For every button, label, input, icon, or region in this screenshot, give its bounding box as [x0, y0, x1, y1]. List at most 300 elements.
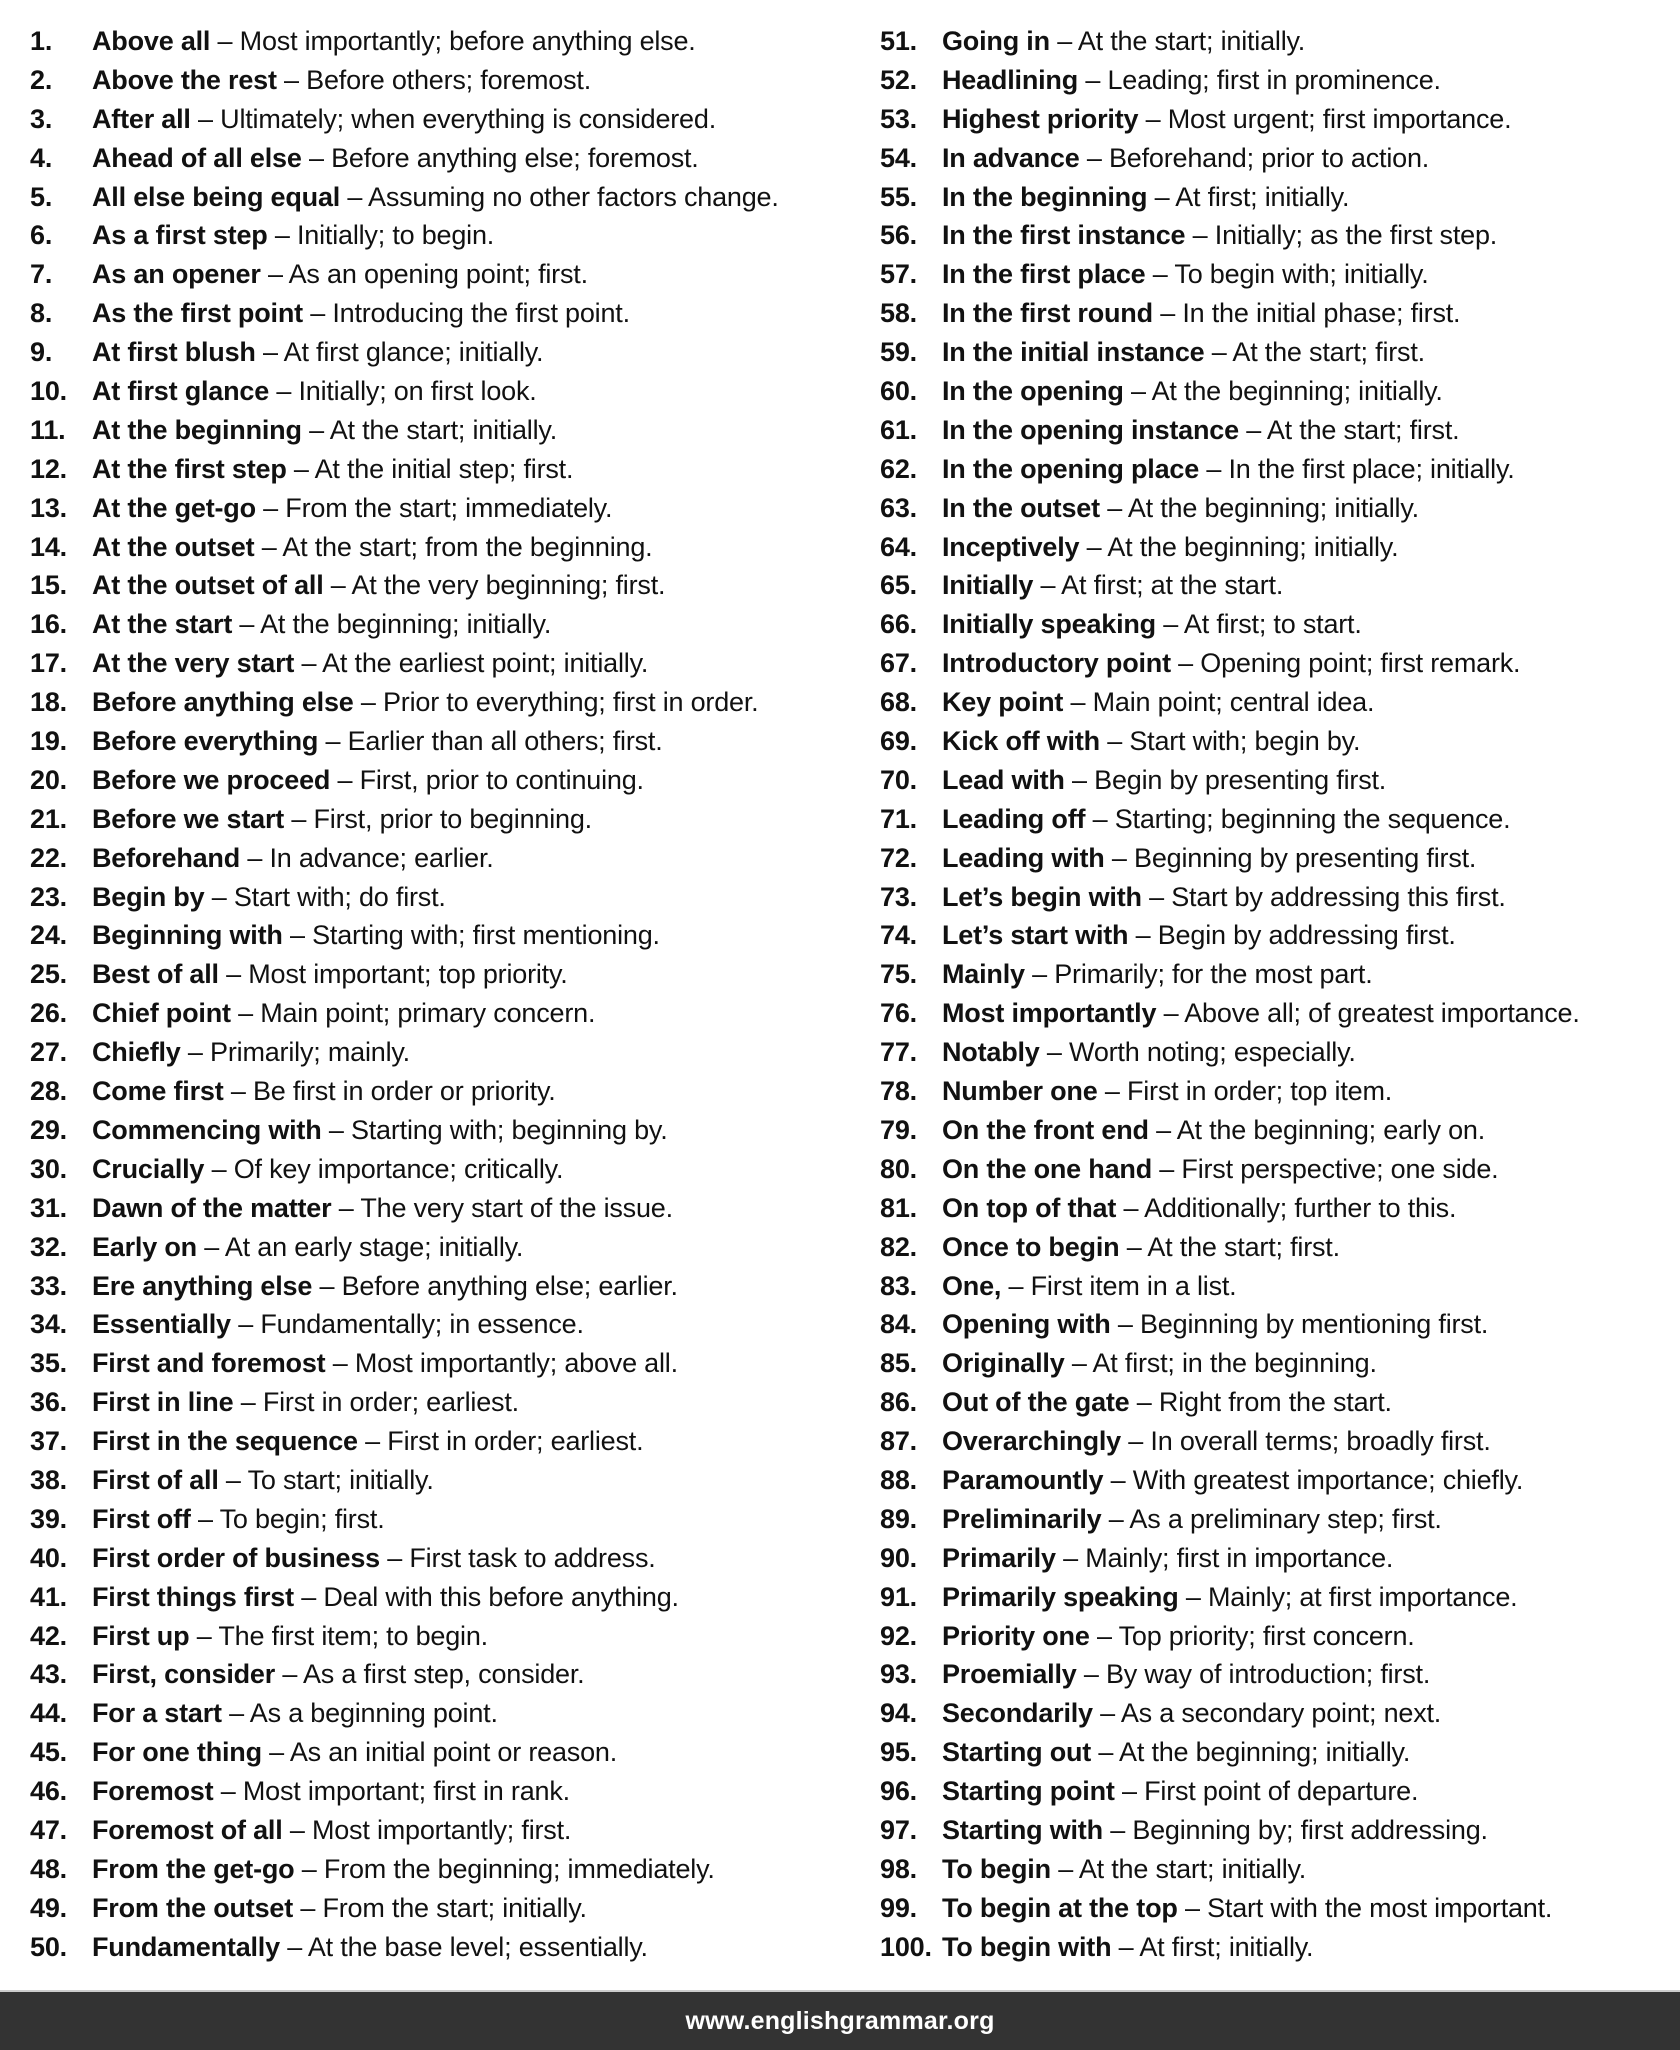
item-number: 49.	[30, 1892, 67, 1923]
item-definition: Beforehand; prior to action.	[1108, 142, 1430, 173]
item-text	[92, 1733, 617, 1772]
item-text	[942, 1539, 1393, 1578]
list-item	[880, 61, 1680, 100]
item-definition: Begin by presenting first.	[1094, 764, 1387, 795]
list-item	[30, 605, 880, 644]
item-term: Initially	[942, 570, 1034, 601]
item-text	[942, 1383, 1392, 1422]
item-definition: Start with; begin by.	[1129, 726, 1361, 757]
item-term: Before everything	[92, 726, 319, 757]
item-definition: Most importantly; first.	[311, 1814, 572, 1845]
item-text	[942, 450, 1515, 489]
item-separator: –	[330, 764, 360, 795]
item-number: 97.	[880, 1814, 917, 1845]
item-text	[942, 372, 1443, 411]
list-item	[30, 1733, 880, 1772]
item-definition: Most importantly; before anything else.	[239, 26, 696, 56]
item-definition: At the earliest point; initially.	[322, 648, 649, 679]
item-separator: –	[1238, 414, 1267, 445]
item-separator: –	[1064, 1348, 1093, 1379]
item-number: 65.	[880, 570, 917, 601]
item-number: 73.	[880, 881, 917, 912]
item-separator: –	[294, 648, 323, 679]
item-text	[92, 878, 446, 917]
item-number: 29.	[30, 1114, 67, 1145]
list-item	[30, 1539, 880, 1578]
list-item	[30, 1422, 880, 1461]
item-number: 81.	[880, 1192, 917, 1223]
item-definition: Beginning by presenting first.	[1134, 842, 1477, 873]
list-item	[880, 1928, 1680, 1967]
item-definition: As a secondary point; next.	[1120, 1698, 1442, 1729]
list-item	[880, 1305, 1680, 1344]
item-text	[942, 722, 1360, 761]
item-number: 71.	[880, 803, 917, 834]
item-definition: At the start; initially.	[1078, 1853, 1307, 1884]
item-number: 48.	[30, 1853, 67, 1884]
item-separator: –	[1091, 1737, 1120, 1768]
item-term: Notably	[942, 1037, 1040, 1068]
item-number: 55.	[880, 181, 917, 212]
item-term: In the first instance	[942, 220, 1186, 251]
item-definition: At the very beginning; first.	[351, 570, 666, 601]
item-separator: –	[221, 1698, 250, 1729]
item-term: On the one hand	[942, 1153, 1152, 1184]
item-number: 33.	[30, 1270, 67, 1301]
item-term: Before we start	[92, 803, 285, 834]
item-separator: –	[218, 1464, 248, 1495]
item-number: 70.	[880, 764, 917, 795]
item-term: Chiefly	[92, 1037, 181, 1068]
item-definition: At the initial step; first.	[314, 453, 574, 484]
item-text	[942, 528, 1398, 567]
item-separator: –	[1148, 1114, 1177, 1145]
list-item	[30, 722, 880, 761]
item-term: On the front end	[942, 1114, 1149, 1145]
item-separator: –	[323, 570, 352, 601]
item-separator: –	[1145, 259, 1175, 290]
item-definition: At first; initially.	[1139, 1931, 1314, 1962]
item-definition: At the beginning; initially.	[1151, 376, 1443, 407]
item-number: 58.	[880, 298, 917, 329]
item-text	[92, 800, 592, 839]
item-term: Priority one	[942, 1620, 1090, 1651]
list-item	[880, 1344, 1680, 1383]
item-definition: Above all; of greatest importance.	[1184, 998, 1580, 1029]
item-text	[942, 255, 1429, 294]
item-definition: Fundamentally; in essence.	[260, 1309, 584, 1340]
item-separator: –	[379, 1542, 410, 1573]
item-definition: In the first place; initially.	[1228, 453, 1515, 484]
item-definition: To begin; first.	[219, 1503, 385, 1534]
item-separator: –	[1079, 531, 1108, 562]
item-definition: At the start; first.	[1147, 1231, 1340, 1262]
item-term: In advance	[942, 142, 1080, 173]
list-item	[880, 216, 1680, 255]
list-item	[880, 255, 1680, 294]
item-text	[92, 1655, 584, 1694]
item-text	[92, 1772, 570, 1811]
item-number: 96.	[880, 1776, 917, 1807]
item-term: In the initial instance	[942, 337, 1205, 368]
item-separator: –	[1101, 1503, 1130, 1534]
item-definition: At the beginning; initially.	[260, 609, 552, 640]
list-item	[30, 1772, 880, 1811]
item-term: In the outset	[942, 492, 1100, 523]
item-term: As an opener	[92, 259, 261, 290]
item-text	[92, 216, 494, 255]
list-item	[30, 61, 880, 100]
item-term: To begin	[942, 1853, 1051, 1884]
item-separator: –	[1111, 1931, 1140, 1962]
list-item	[30, 800, 880, 839]
list-item	[30, 994, 880, 1033]
item-number: 46.	[30, 1776, 67, 1807]
item-separator: –	[301, 142, 332, 173]
item-term: Overarchingly	[942, 1426, 1121, 1457]
item-number: 66.	[880, 609, 917, 640]
list-item	[30, 761, 880, 800]
item-number: 78.	[880, 1076, 917, 1107]
item-term: First order of business	[92, 1542, 380, 1573]
item-number: 19.	[30, 726, 67, 757]
item-separator: –	[1147, 181, 1176, 212]
item-number: 74.	[880, 920, 917, 951]
item-text	[92, 1850, 715, 1889]
item-number: 67.	[880, 648, 917, 679]
item-separator: –	[213, 1776, 243, 1807]
list-item	[30, 1578, 880, 1617]
item-separator: –	[1114, 1776, 1145, 1807]
item-definition: First, prior to continuing.	[359, 764, 644, 795]
item-separator: –	[282, 920, 313, 951]
item-number: 36.	[30, 1387, 67, 1418]
item-number: 26.	[30, 998, 67, 1029]
item-separator: –	[1152, 298, 1183, 329]
item-separator: –	[1050, 1853, 1079, 1884]
item-term: Initially speaking	[942, 609, 1156, 640]
item-term: First, consider	[92, 1659, 276, 1690]
item-text	[942, 1267, 1236, 1306]
item-separator: –	[1128, 920, 1158, 951]
list-item	[30, 528, 880, 567]
list-item	[880, 100, 1680, 139]
item-definition: Most important; first in rank.	[242, 1776, 570, 1807]
item-number: 1.	[30, 26, 53, 56]
item-definition: Beginning by mentioning first.	[1140, 1309, 1489, 1340]
item-definition: At the start; first.	[1266, 414, 1460, 445]
item-number: 39.	[30, 1503, 67, 1534]
item-text	[92, 333, 543, 372]
item-number: 99.	[880, 1892, 917, 1923]
list-item	[30, 1111, 880, 1150]
list-item	[880, 411, 1680, 450]
item-text	[92, 1111, 668, 1150]
item-number: 60.	[880, 376, 917, 407]
item-term: From the get-go	[92, 1853, 295, 1884]
item-separator: –	[1064, 764, 1095, 795]
item-number: 80.	[880, 1153, 917, 1184]
list-item	[30, 1461, 880, 1500]
item-definition: Before others; foremost.	[306, 64, 592, 95]
item-definition: Introducing the first point.	[332, 298, 630, 329]
item-separator: –	[254, 531, 283, 562]
item-term: All else being equal	[92, 181, 341, 212]
item-number: 75.	[880, 959, 917, 990]
item-number: 63.	[880, 492, 917, 523]
item-separator: –	[190, 1503, 220, 1534]
item-separator: –	[1204, 337, 1233, 368]
item-separator: –	[284, 803, 314, 834]
item-term: Headlining	[942, 64, 1079, 95]
item-separator: –	[1170, 648, 1201, 679]
item-term: Let’s start with	[942, 920, 1129, 951]
item-text	[942, 1617, 1415, 1656]
item-text	[92, 294, 630, 333]
list-item	[30, 1228, 880, 1267]
item-term: As a first step	[92, 220, 268, 251]
item-text	[92, 644, 648, 683]
item-separator: –	[1119, 1231, 1148, 1262]
item-separator: –	[1178, 1581, 1208, 1612]
item-definition: Mainly; first in importance.	[1085, 1542, 1394, 1573]
list-item	[30, 1811, 880, 1850]
item-number: 2.	[30, 64, 53, 95]
item-term: Highest priority	[942, 103, 1139, 134]
item-number: 89.	[880, 1503, 917, 1534]
item-definition: Initially; on first look.	[298, 376, 537, 407]
item-term: Going in	[942, 26, 1050, 56]
item-separator: –	[180, 1037, 211, 1068]
item-term: Early on	[92, 1231, 197, 1262]
item-definition: Begin by addressing first.	[1157, 920, 1456, 951]
item-definition: At the start; from the beginning.	[282, 531, 653, 562]
item-number: 94.	[880, 1698, 917, 1729]
item-definition: In the initial phase; first.	[1182, 298, 1461, 329]
item-separator: –	[1185, 220, 1215, 251]
item-term: Kick off with	[942, 726, 1100, 757]
item-definition: As a preliminary step; first.	[1129, 1503, 1442, 1534]
item-text	[92, 450, 573, 489]
item-definition: Additionally; further to this.	[1144, 1192, 1457, 1223]
item-text	[92, 1422, 643, 1461]
item-separator: –	[1079, 142, 1109, 173]
item-term: Leading with	[942, 842, 1105, 873]
item-number: 50.	[30, 1931, 67, 1962]
item-text	[92, 1694, 498, 1733]
item-separator: –	[325, 1348, 355, 1379]
list-item	[30, 489, 880, 528]
item-term: Preliminarily	[942, 1503, 1102, 1534]
item-separator: –	[1063, 687, 1093, 718]
list-item	[880, 450, 1680, 489]
item-term: Dawn of the matter	[92, 1192, 332, 1223]
item-separator: –	[255, 492, 286, 523]
item-number: 54.	[880, 142, 917, 173]
item-definition: Assuming no other factors change.	[368, 181, 779, 212]
item-definition: Starting; beginning the sequence.	[1114, 803, 1511, 834]
item-definition: From the start; immediately.	[285, 492, 613, 523]
item-number: 10.	[30, 376, 67, 407]
item-separator: –	[1156, 998, 1185, 1029]
item-number: 37.	[30, 1426, 67, 1457]
list-item	[880, 1694, 1680, 1733]
item-text	[92, 1189, 673, 1228]
item-separator: –	[1155, 609, 1184, 640]
item-separator: –	[233, 1387, 263, 1418]
item-separator: –	[261, 1737, 290, 1768]
list-item	[30, 216, 880, 255]
item-definition: From the start; initially.	[322, 1892, 587, 1923]
item-term: At the very start	[92, 648, 295, 679]
list-item	[880, 1733, 1680, 1772]
item-definition: Leading; first in prominence.	[1107, 64, 1441, 95]
item-number: 90.	[880, 1542, 917, 1573]
item-text	[92, 994, 595, 1033]
item-separator: –	[1141, 881, 1172, 912]
list-item	[880, 1617, 1680, 1656]
item-number: 56.	[880, 220, 917, 251]
item-number: 14.	[30, 531, 67, 562]
item-definition: At the beginning; initially.	[1127, 492, 1419, 523]
item-number: 61.	[880, 414, 917, 445]
item-number: 84.	[880, 1309, 917, 1340]
item-number: 18.	[30, 687, 67, 718]
item-number: 3.	[30, 103, 53, 134]
item-definition: In advance; earlier.	[269, 842, 494, 873]
item-definition: First item in a list.	[1030, 1270, 1237, 1301]
item-text	[942, 489, 1419, 528]
item-term: First things first	[92, 1581, 294, 1612]
item-definition: At first glance; initially.	[283, 337, 544, 368]
item-term: Most importantly	[942, 998, 1157, 1029]
item-text	[942, 1850, 1306, 1889]
item-definition: The very start of the issue.	[360, 1192, 673, 1223]
item-number: 59.	[880, 337, 917, 368]
item-term: For one thing	[92, 1737, 262, 1768]
item-definition: As a beginning point.	[249, 1698, 498, 1729]
list-item	[880, 1150, 1680, 1189]
item-term: Let’s begin with	[942, 881, 1142, 912]
item-number: 35.	[30, 1348, 67, 1379]
list-item	[880, 528, 1680, 567]
item-term: At the get-go	[92, 492, 256, 523]
item-term: Begin by	[92, 881, 205, 912]
item-separator: –	[357, 1426, 388, 1457]
item-number: 9.	[30, 337, 53, 368]
item-term: In the opening place	[942, 453, 1200, 484]
item-number: 40.	[30, 1542, 67, 1573]
list-item	[880, 1033, 1680, 1072]
item-term: In the first place	[942, 259, 1146, 290]
item-text	[942, 1072, 1392, 1111]
item-text	[942, 1889, 1552, 1928]
item-definition: At the base level; essentially.	[307, 1931, 648, 1962]
item-text	[92, 916, 660, 955]
item-term: Primarily speaking	[942, 1581, 1179, 1612]
list-item	[30, 1617, 880, 1656]
item-text	[942, 1305, 1488, 1344]
item-separator: –	[353, 687, 383, 718]
item-term: Starting point	[942, 1776, 1115, 1807]
item-term: From the outset	[92, 1892, 294, 1923]
item-term: In the beginning	[942, 181, 1148, 212]
item-term: First in line	[92, 1387, 234, 1418]
item-definition: To start; initially.	[247, 1464, 434, 1495]
item-term: Crucially	[92, 1153, 205, 1184]
item-separator: –	[302, 298, 333, 329]
item-term: Before we proceed	[92, 764, 331, 795]
item-separator: –	[1199, 453, 1229, 484]
item-term: To begin at the top	[942, 1892, 1178, 1923]
item-text	[92, 489, 612, 528]
item-text	[942, 1655, 1430, 1694]
item-number: 98.	[880, 1853, 917, 1884]
list-item	[30, 1189, 880, 1228]
item-text	[942, 61, 1441, 100]
list-item	[880, 372, 1680, 411]
list-item	[30, 916, 880, 955]
item-text	[942, 1111, 1485, 1150]
item-separator: –	[1089, 1620, 1119, 1651]
item-number: 77.	[880, 1037, 917, 1068]
item-separator: –	[1123, 376, 1152, 407]
item-definition: At an early stage; initially.	[224, 1231, 524, 1262]
item-number: 85.	[880, 1348, 917, 1379]
item-number: 11.	[30, 414, 66, 445]
item-separator: –	[318, 726, 348, 757]
item-term: After all	[92, 103, 191, 134]
list-item	[880, 683, 1680, 722]
item-separator: –	[204, 1153, 234, 1184]
item-definition: From the beginning; immediately.	[323, 1853, 715, 1884]
item-term: First in the sequence	[92, 1426, 358, 1457]
item-number: 32.	[30, 1231, 67, 1262]
item-number: 15.	[30, 570, 67, 601]
item-definition: Earlier than all others; first.	[347, 726, 663, 757]
item-term: Before anything else	[92, 687, 354, 718]
item-separator: –	[301, 414, 330, 445]
list-item	[880, 1578, 1680, 1617]
item-text	[942, 1344, 1377, 1383]
item-number: 47.	[30, 1814, 67, 1845]
item-definition: First in order; earliest.	[387, 1426, 644, 1457]
item-term: At the outset of all	[92, 570, 324, 601]
item-text	[92, 1617, 488, 1656]
item-text	[942, 139, 1429, 178]
item-separator: –	[1033, 570, 1062, 601]
item-term: Ahead of all else	[92, 142, 302, 173]
list-item	[880, 22, 1680, 61]
item-text	[92, 761, 644, 800]
item-definition: The first item; to begin.	[218, 1620, 488, 1651]
item-separator: –	[1177, 1892, 1208, 1923]
item-separator: –	[331, 1192, 361, 1223]
item-text	[942, 800, 1510, 839]
list-item	[880, 1811, 1680, 1850]
item-number: 28.	[30, 1076, 67, 1107]
item-term: Chief point	[92, 998, 231, 1029]
list-item	[30, 1072, 880, 1111]
item-separator: –	[340, 181, 369, 212]
item-number: 12.	[30, 453, 67, 484]
item-number: 62.	[880, 453, 917, 484]
item-separator: –	[276, 64, 307, 95]
list-item	[30, 1033, 880, 1072]
item-text	[92, 22, 696, 61]
item-separator: –	[286, 453, 315, 484]
item-text	[92, 839, 494, 878]
